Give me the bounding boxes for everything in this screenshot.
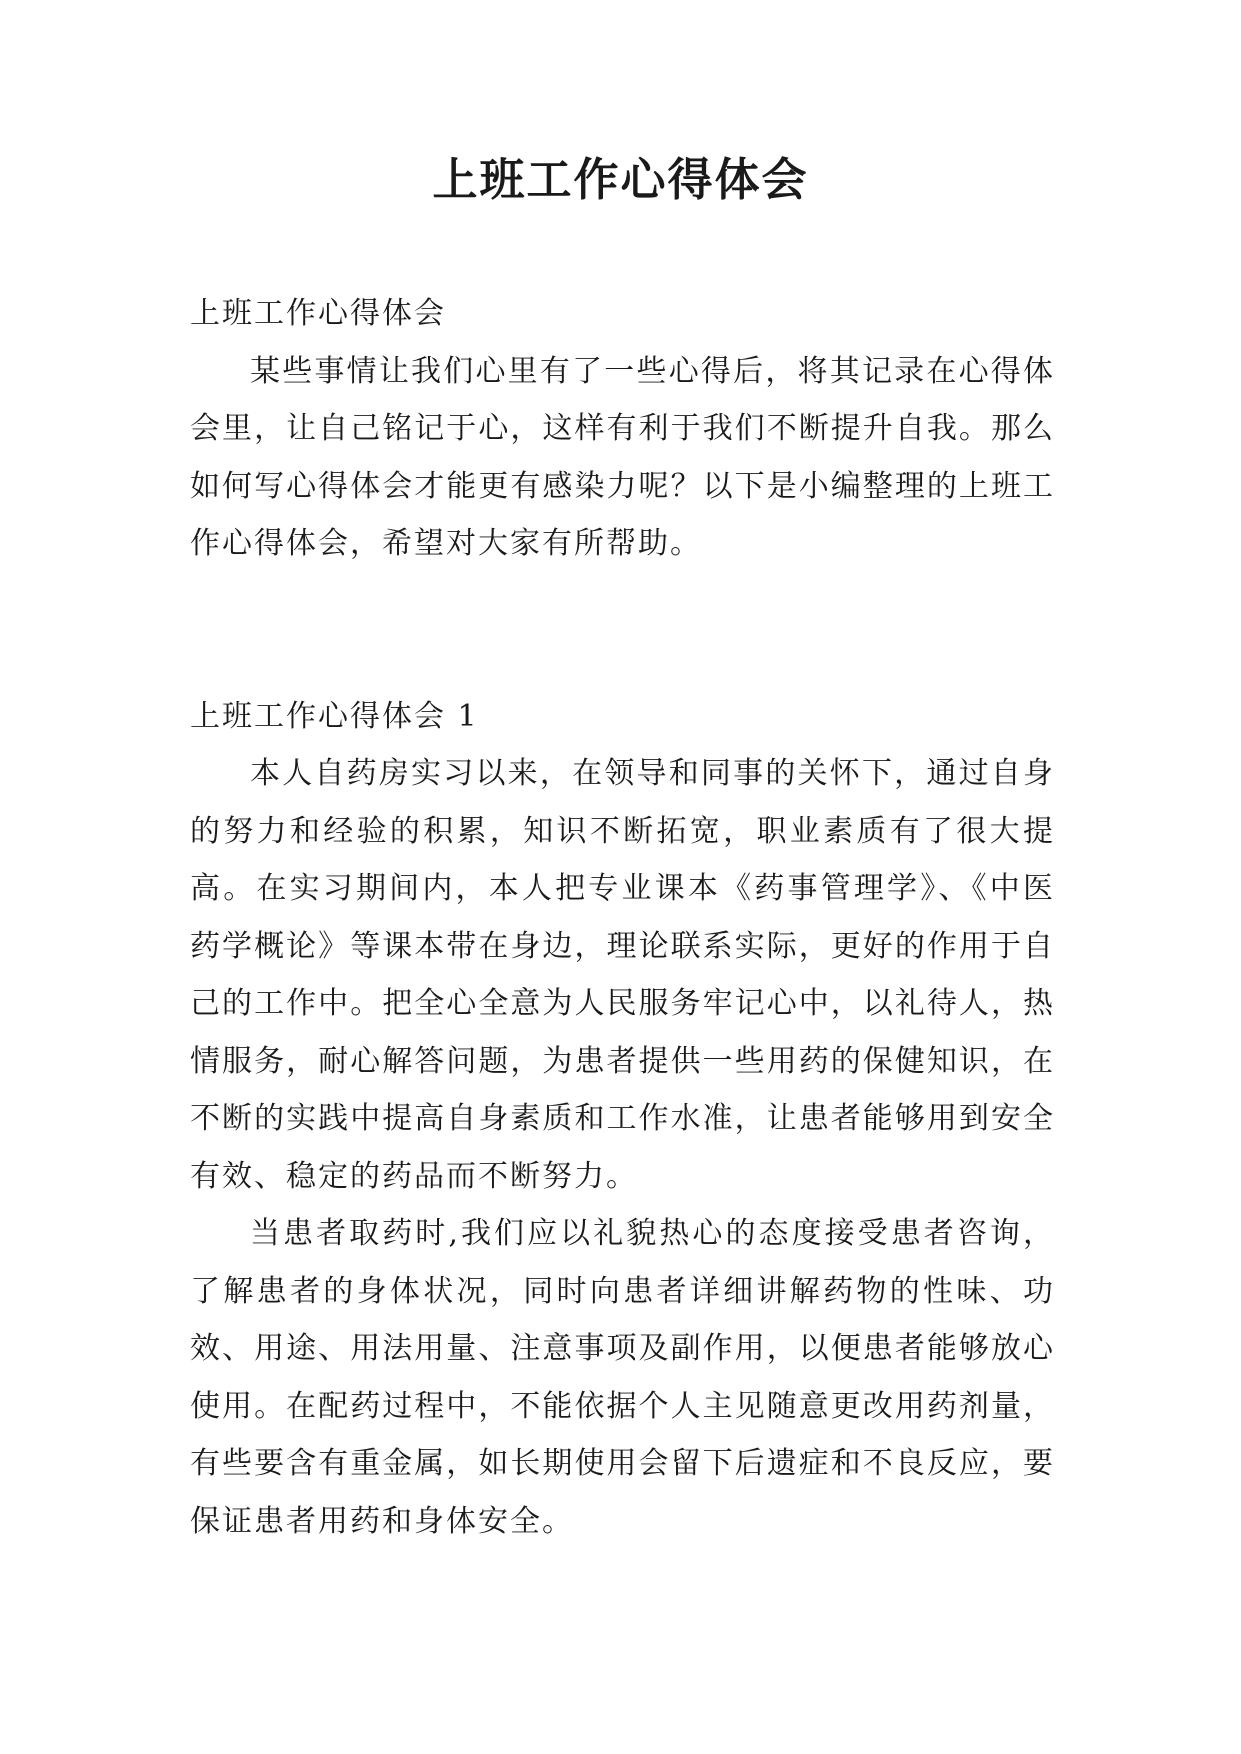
section-spacer bbox=[190, 573, 1055, 688]
section1-paragraph: 本人自药房实习以来，在领导和同事的关怀下，通过自身的努力和经验的积累，知识不断拓宽，职业素质有了很大提高。在实习期间内，本人把专业课本《药事管理学》、《中医药学概论》等课本带在身边，理论联系实际，更好的作用于自己的工作中。把全心全意为人民服务牢记心中，以礼待人，热情服务，耐心解答问题，为患者提供一些用药的保健知识，在不断的实践中提高自身素质和工作水准，让患者能够用到安全有效、稳定的药品而不断努力。 bbox=[190, 756, 1055, 1194]
document-title: 上班工作心得体会 bbox=[432, 153, 809, 206]
document-body bbox=[190, 285, 1055, 1550]
section1-heading: 上班工作心得体会 1 bbox=[190, 698, 479, 734]
section1-paragraph: 当患者取药时,我们应以礼貌热心的态度接受患者咨询，了解患者的身体状况，同时向患者详细讲解药物的性味、功效、用途、用法用量、注意事项及副作用，以便患者能够放心使用。在配药过程中，不能依据个人主见随意更改用药剂量，有些要含有重金属，如长期使用会留下后遗症和不良反应，要保证患者用药和身体安全。 bbox=[190, 1216, 1055, 1539]
intro-heading: 上班工作心得体会 bbox=[190, 296, 446, 331]
intro-paragraph: 某些事情让我们心里有了一些心得后，将其记录在心得体会里，让自己铭记于心，这样有利于我们不断提升自我。那么如何写心得体会才能更有感染力呢？以下是小编整理的上班工作心得体会，希望对大家有所帮助。 bbox=[190, 353, 1055, 561]
